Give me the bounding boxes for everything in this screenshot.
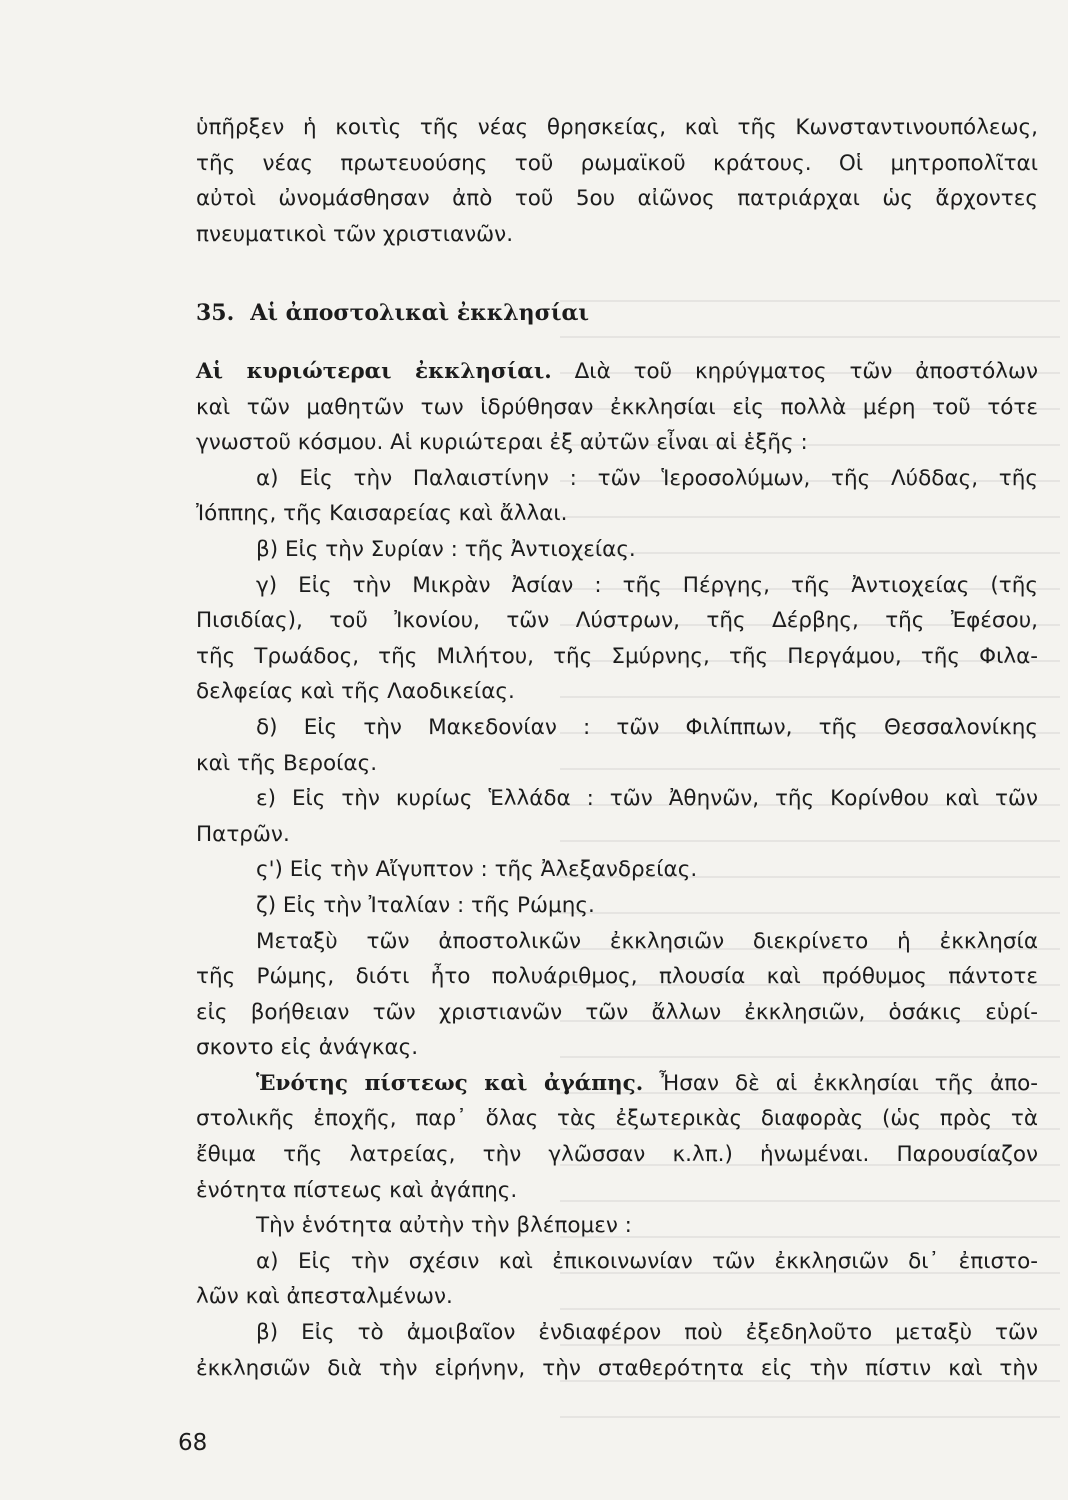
list-item-cont: δελφείας καὶ τῆς Λαοδικείας. bbox=[196, 679, 515, 705]
list-item: β) Εἰς τὸ ἀμοιβαῖον ἐνδιαφέρον ποὺ ἐξεδηλοῦτο μεταξὺ τῶν bbox=[256, 1320, 1038, 1346]
paragraph-lead-line bbox=[196, 354, 1038, 390]
list-item: β) Εἰς τὴν Συρίαν : τῆς Ἀντιοχείας. bbox=[256, 536, 636, 562]
text-line: τῆς Ρώμης, διότι ἦτο πολυάριθμος, πλουσία καὶ πρόθυμος πάντοτε bbox=[196, 964, 1038, 990]
paragraph-text: Ἦσαν δὲ αἱ ἐκκλησίαι τῆς ἀπο- bbox=[643, 1070, 1038, 1096]
list-item: ς') Εἰς τὴν Αἴγυπτον : τῆς Ἀλεξανδρείας. bbox=[256, 857, 698, 883]
list-item-cont: ἐκκλησιῶν διὰ τὴν εἰρήνην, τὴν σταθερότητα εἰς τὴν πίστιν καὶ τὴν bbox=[196, 1355, 1038, 1381]
text-line: καὶ τῶν μαθητῶν των ἱδρύθησαν ἐκκλησίαι εἰς πολλὰ μέρη τοῦ τότε bbox=[196, 394, 1038, 420]
page-number: 68 bbox=[178, 1430, 208, 1456]
section-title: Αἱ ἀποστολικαὶ ἐκκλησίαι bbox=[250, 300, 590, 326]
text-line: ὑπῆρξεν ἡ κοιτὶς τῆς νέας θρησκείας, καὶ τῆς Κωνσταντινουπόλεως, bbox=[196, 115, 1038, 140]
paragraph-lead-line bbox=[196, 1066, 1038, 1102]
list-item-cont: λῶν καὶ ἀπεσταλμένων. bbox=[196, 1284, 453, 1310]
text-line: ἔθιμα τῆς λατρείας, τὴν γλῶσσαν κ.λπ.) ἡνωμέναι. Παρουσίαζον bbox=[196, 1142, 1038, 1168]
paragraph-lead: Ἑνότης πίστεως καὶ ἀγάπης. bbox=[256, 1070, 644, 1096]
paragraph-lead: Αἱ κυριώτεραι ἐκκλησίαι. bbox=[196, 359, 552, 384]
text-line: Τὴν ἑνότητα αὐτὴν τὴν βλέπομεν : bbox=[256, 1213, 632, 1239]
section-number: 35. bbox=[196, 300, 235, 326]
text-line: στολικῆς ἐποχῆς, παρ᾽ ὅλας τὰς ἐξωτερικὰς διαφορὰς (ὡς πρὸς τὰ bbox=[196, 1106, 1038, 1132]
list-item-cont: καὶ τῆς Βεροίας. bbox=[196, 750, 378, 776]
text-line: σκοντο εἰς ἀνάγκας. bbox=[196, 1035, 419, 1061]
list-item: δ) Εἰς τὴν Μακεδονίαν : τῶν Φιλίππων, τῆς Θεσσαλονίκης bbox=[256, 714, 1038, 740]
list-item: α) Εἰς τὴν σχέσιν καὶ ἐπικοινωνίαν τῶν ἐκκλησιῶν δι᾽ ἐπιστο- bbox=[256, 1248, 1038, 1274]
section-heading bbox=[196, 296, 589, 330]
list-item-cont: Ἰόππης, τῆς Καισαρείας καὶ ἄλλαι. bbox=[196, 501, 568, 527]
list-item: ζ) Εἰς τὴν Ἰταλίαν : τῆς Ρώμης. bbox=[256, 892, 595, 918]
list-item-cont: τῆς Τρωάδος, τῆς Μιλήτου, τῆς Σμύρνης, τῆς Περγάμου, τῆς Φιλα- bbox=[196, 643, 1038, 669]
section-body bbox=[196, 354, 1038, 1386]
list-item: ε) Εἰς τὴν κυρίως Ἑλλάδα : τῶν Ἀθηνῶν, τῆς Κορίνθου καὶ τῶν bbox=[256, 786, 1038, 812]
text-line: τῆς νέας πρωτευούσης τοῦ ρωμαϊκοῦ κράτους. Οἱ μητροπολῖται bbox=[196, 150, 1038, 176]
text-line: ἑνότητα πίστεως καὶ ἀγάπης. bbox=[196, 1177, 518, 1203]
text-line: εἰς βοήθειαν τῶν χριστιανῶν τῶν ἄλλων ἐκκλησιῶν, ὁσάκις εὑρί- bbox=[196, 999, 1038, 1025]
text-line: αὐτοὶ ὠνομάσθησαν ἀπὸ τοῦ 5ου αἰῶνος πατριάρχαι ὡς ἄρχοντες bbox=[196, 186, 1038, 212]
list-item: γ) Εἰς τὴν Μικρὰν Ἀσίαν : τῆς Πέργης, τῆς Ἀντιοχείας (τῆς bbox=[256, 572, 1038, 598]
intro-paragraph bbox=[196, 110, 1038, 252]
list-item-cont: Πισιδίας), τοῦ Ἰκονίου, τῶν Λύστρων, τῆς Δέρβης, τῆς Ἐφέσου, bbox=[196, 608, 1038, 634]
paragraph-text: Διὰ τοῦ κηρύγματος τῶν ἀποστόλων bbox=[551, 359, 1038, 384]
list-item: α) Εἰς τὴν Παλαιστίνην : τῶν Ἱεροσολύμων, τῆς Λύδδας, τῆς bbox=[256, 465, 1038, 491]
list-item-cont: Πατρῶν. bbox=[196, 821, 290, 847]
text-line: πνευματικοὶ τῶν χριστιανῶν. bbox=[196, 221, 514, 247]
text-line: γνωστοῦ κόσμου. Αἱ κυριώτεραι ἐξ αὐτῶν εἶναι αἱ ἑξῆς : bbox=[196, 430, 808, 456]
text-line: Μεταξὺ τῶν ἀποστολικῶν ἐκκλησιῶν διεκρίνετο ἡ ἐκκλησία bbox=[256, 928, 1038, 954]
